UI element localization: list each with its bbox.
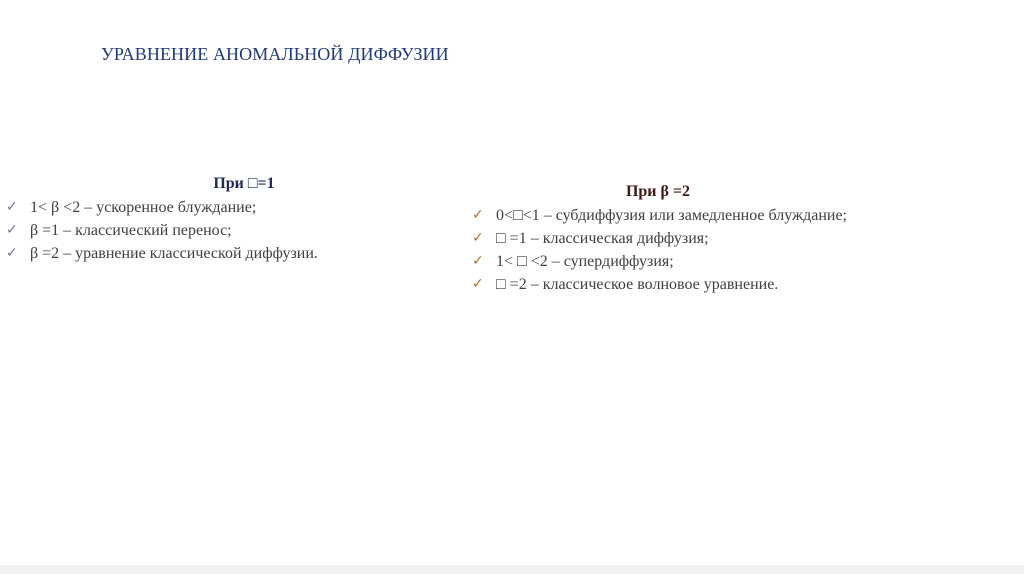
list-item [470,273,870,296]
checkmark-icon: ✓ [6,245,18,261]
list-item-text: □ =2 – классическое волновое уравнение. [496,276,779,293]
checkmark-icon: ✓ [472,230,484,246]
slide-title: УРАВНЕНИЕ АНОМАЛЬНОЙ ДИФФУЗИИ [101,44,449,64]
list-item-text: 0<□<1 – субдиффузия или замедленное блуждание; [496,207,847,224]
list-item-text: 1< β <2 – ускоренное блуждание; [30,199,257,216]
right-bullet-list [470,204,870,296]
list-item [470,204,870,227]
list-item-text: β =2 – уравнение классической диффузии. [30,245,318,262]
list-item [4,242,414,265]
list-item [470,227,870,250]
list-item [470,250,870,273]
right-column [470,180,870,296]
left-bullet-list [4,196,414,265]
checkmark-icon: ✓ [6,199,18,215]
list-item-text: β =1 – классический перенос; [30,222,232,239]
list-item-text: 1< □ <2 – супердиффузия; [496,253,674,270]
left-column [4,172,414,265]
checkmark-icon: ✓ [472,207,484,223]
checkmark-icon: ✓ [472,253,484,269]
footer-band [0,565,1024,574]
checkmark-icon: ✓ [472,276,484,292]
left-column-heading: При □=1 [213,175,275,192]
right-column-heading: При β =2 [625,183,691,200]
list-item [4,219,414,242]
checkmark-icon: ✓ [6,222,18,238]
list-item-text: □ =1 – классическая диффузия; [496,230,709,247]
list-item [4,196,414,219]
